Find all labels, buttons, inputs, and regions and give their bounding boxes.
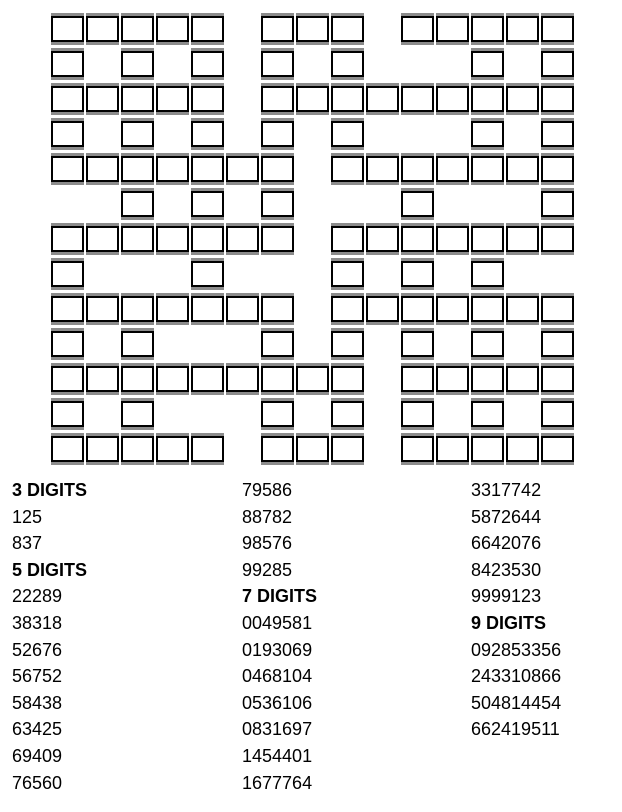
grid-cell[interactable]: [366, 226, 399, 252]
grid-cell[interactable]: [296, 366, 329, 392]
grid-cell[interactable]: [471, 156, 504, 182]
grid-cell[interactable]: [261, 16, 294, 42]
grid-cell[interactable]: [261, 226, 294, 252]
grid-cell[interactable]: [471, 331, 504, 357]
word-list-number: 8423530: [471, 559, 542, 580]
grid-cell[interactable]: [121, 191, 154, 217]
grid-cell[interactable]: [541, 226, 574, 252]
grid-cell[interactable]: [506, 296, 539, 322]
word-list-number: 0468104: [242, 666, 313, 687]
grid-cell[interactable]: [541, 191, 574, 217]
grid-cell[interactable]: [296, 436, 329, 462]
grid-cell[interactable]: [541, 86, 574, 112]
grid-cell[interactable]: [331, 86, 364, 112]
grid-cell[interactable]: [261, 331, 294, 357]
grid-cell[interactable]: [156, 436, 189, 462]
grid-cell[interactable]: [121, 51, 154, 77]
word-list-number: 88782: [242, 506, 293, 527]
grid-cell[interactable]: [471, 86, 504, 112]
word-list-number: 76560: [12, 772, 63, 793]
grid-cell[interactable]: [121, 121, 154, 147]
grid-cell[interactable]: [366, 296, 399, 322]
grid-cell[interactable]: [331, 16, 364, 42]
word-list-number: 5872644: [471, 506, 542, 527]
grid-cell[interactable]: [471, 366, 504, 392]
grid-cell[interactable]: [156, 86, 189, 112]
grid-cell[interactable]: [331, 156, 364, 182]
grid-cell[interactable]: [366, 156, 399, 182]
grid-cell[interactable]: [436, 16, 469, 42]
grid-cell[interactable]: [471, 16, 504, 42]
word-list-header: 3 DIGITS: [12, 480, 88, 500]
grid-cell[interactable]: [331, 296, 364, 322]
grid-cell[interactable]: [541, 296, 574, 322]
grid-cell[interactable]: [121, 16, 154, 42]
grid-cell[interactable]: [121, 296, 154, 322]
grid-cell[interactable]: [506, 156, 539, 182]
word-list-number: 52676: [12, 639, 63, 660]
grid-cell[interactable]: [261, 156, 294, 182]
grid-cell[interactable]: [191, 261, 224, 287]
word-list-number: 0193069: [242, 639, 313, 660]
word-list-number: 58438: [12, 692, 63, 713]
grid-cell[interactable]: [261, 436, 294, 462]
grid-cell[interactable]: [401, 401, 434, 427]
grid-cell[interactable]: [401, 226, 434, 252]
grid-cell[interactable]: [541, 401, 574, 427]
grid-cell[interactable]: [261, 191, 294, 217]
grid-cell[interactable]: [191, 296, 224, 322]
grid-cell[interactable]: [471, 121, 504, 147]
grid-cell[interactable]: [506, 366, 539, 392]
grid-cell[interactable]: [121, 366, 154, 392]
grid-cell[interactable]: [191, 226, 224, 252]
word-list-number: 1677764: [242, 772, 313, 793]
word-list-number: 662419511: [471, 719, 560, 740]
grid-cell[interactable]: [436, 226, 469, 252]
grid-cell[interactable]: [51, 296, 84, 322]
word-list-number: 22289: [12, 586, 63, 607]
grid-cell[interactable]: [156, 156, 189, 182]
grid-cell[interactable]: [51, 436, 84, 462]
grid-cell[interactable]: [86, 366, 119, 392]
grid-cell[interactable]: [156, 296, 189, 322]
word-list-column-2: [242, 477, 457, 796]
grid-cell[interactable]: [121, 156, 154, 182]
word-list-number: 98576: [242, 533, 293, 554]
grid-cell[interactable]: [191, 366, 224, 392]
grid-cell[interactable]: [331, 401, 364, 427]
grid-cell[interactable]: [436, 436, 469, 462]
grid-cell[interactable]: [436, 296, 469, 322]
grid-cell[interactable]: [541, 331, 574, 357]
grid-cell[interactable]: [471, 226, 504, 252]
word-list-number: 837: [12, 533, 43, 554]
grid-cell[interactable]: [226, 296, 259, 322]
grid-cell[interactable]: [541, 16, 574, 42]
grid-cell[interactable]: [436, 156, 469, 182]
grid-cell[interactable]: [121, 436, 154, 462]
grid-cell[interactable]: [51, 331, 84, 357]
word-list-number: 99285: [242, 559, 293, 580]
grid-cell[interactable]: [51, 366, 84, 392]
grid-cell[interactable]: [86, 226, 119, 252]
grid-cell[interactable]: [191, 191, 224, 217]
grid-cell[interactable]: [51, 156, 84, 182]
word-list-number: 6642076: [471, 533, 542, 554]
grid-cell[interactable]: [506, 16, 539, 42]
grid-cell[interactable]: [226, 156, 259, 182]
word-list-number: 125: [12, 506, 43, 527]
grid-cell[interactable]: [471, 51, 504, 77]
word-list-number: 0831697: [242, 719, 313, 740]
grid-cell[interactable]: [506, 86, 539, 112]
grid-cell[interactable]: [331, 121, 364, 147]
grid-cell[interactable]: [191, 86, 224, 112]
grid-cell[interactable]: [401, 191, 434, 217]
grid-cell[interactable]: [401, 436, 434, 462]
grid-cell[interactable]: [261, 366, 294, 392]
word-list-header: 7 DIGITS: [242, 586, 318, 607]
grid-cell[interactable]: [51, 86, 84, 112]
word-list-column-1: [12, 477, 227, 796]
grid-cell[interactable]: [436, 86, 469, 112]
grid-cell[interactable]: [506, 226, 539, 252]
grid-cell[interactable]: [261, 51, 294, 77]
grid-cell[interactable]: [541, 51, 574, 77]
grid-cell[interactable]: [436, 366, 469, 392]
grid-cell[interactable]: [261, 296, 294, 322]
word-list-number: 504814454: [471, 692, 562, 713]
grid-cell[interactable]: [541, 121, 574, 147]
grid-cell[interactable]: [401, 296, 434, 322]
grid-cell[interactable]: [86, 296, 119, 322]
grid-cell[interactable]: [331, 436, 364, 462]
word-list-header: 9 DIGITS: [471, 612, 547, 633]
puzzle-grid: [51, 13, 574, 468]
word-list-number: 56752: [12, 666, 63, 687]
word-list-header: 5 DIGITS: [12, 559, 88, 580]
grid-cell[interactable]: [401, 261, 434, 287]
grid-cell[interactable]: [296, 86, 329, 112]
grid-cell[interactable]: [541, 436, 574, 462]
grid-cell[interactable]: [401, 86, 434, 112]
grid-cell[interactable]: [226, 366, 259, 392]
word-list-number: 0536106: [242, 692, 313, 713]
grid-cell[interactable]: [86, 86, 119, 112]
grid-cell[interactable]: [191, 436, 224, 462]
grid-cell[interactable]: [121, 331, 154, 357]
grid-cell[interactable]: [261, 121, 294, 147]
word-list-number: 69409: [12, 745, 63, 766]
grid-cell[interactable]: [331, 366, 364, 392]
word-list-number: 1454401: [242, 745, 313, 766]
word-list-number: 9999123: [471, 586, 542, 607]
grid-cell[interactable]: [296, 16, 329, 42]
grid-cell[interactable]: [51, 51, 84, 77]
grid-cell[interactable]: [401, 156, 434, 182]
grid-cell[interactable]: [51, 261, 84, 287]
grid-cell[interactable]: [191, 16, 224, 42]
grid-cell[interactable]: [86, 156, 119, 182]
grid-cell[interactable]: [261, 86, 294, 112]
grid-cell[interactable]: [51, 226, 84, 252]
grid-cell[interactable]: [156, 16, 189, 42]
grid-cell[interactable]: [471, 296, 504, 322]
word-list-number: 63425: [12, 719, 63, 740]
grid-cell[interactable]: [86, 436, 119, 462]
grid-cell[interactable]: [51, 401, 84, 427]
grid-cell[interactable]: [86, 16, 119, 42]
word-list-column-3: [471, 477, 616, 743]
grid-cell[interactable]: [226, 226, 259, 252]
grid-cell[interactable]: [331, 226, 364, 252]
grid-cell[interactable]: [471, 261, 504, 287]
word-list-number: 79586: [242, 480, 293, 500]
grid-cell[interactable]: [121, 226, 154, 252]
grid-cell[interactable]: [191, 156, 224, 182]
grid-cell[interactable]: [401, 366, 434, 392]
grid-cell[interactable]: [401, 331, 434, 357]
grid-cell[interactable]: [121, 401, 154, 427]
grid-cell[interactable]: [261, 401, 294, 427]
grid-cell[interactable]: [191, 51, 224, 77]
word-list-number: 0049581: [242, 612, 313, 633]
grid-cell[interactable]: [471, 436, 504, 462]
word-list-number: 3317742: [471, 480, 542, 500]
grid-cell[interactable]: [51, 16, 84, 42]
grid-cell[interactable]: [541, 366, 574, 392]
grid-cell[interactable]: [331, 331, 364, 357]
grid-cell[interactable]: [51, 121, 84, 147]
word-list-number: 092853356: [471, 639, 562, 660]
grid-cell[interactable]: [401, 16, 434, 42]
grid-cell[interactable]: [331, 261, 364, 287]
grid-cell[interactable]: [156, 226, 189, 252]
grid-cell[interactable]: [471, 401, 504, 427]
word-list-number: 38318: [12, 612, 63, 633]
grid-cell[interactable]: [366, 86, 399, 112]
grid-cell[interactable]: [191, 121, 224, 147]
word-list-number: 243310866: [471, 666, 562, 687]
grid-cell[interactable]: [331, 51, 364, 77]
grid-cell[interactable]: [156, 366, 189, 392]
grid-cell[interactable]: [506, 436, 539, 462]
grid-cell[interactable]: [541, 156, 574, 182]
grid-cell[interactable]: [121, 86, 154, 112]
